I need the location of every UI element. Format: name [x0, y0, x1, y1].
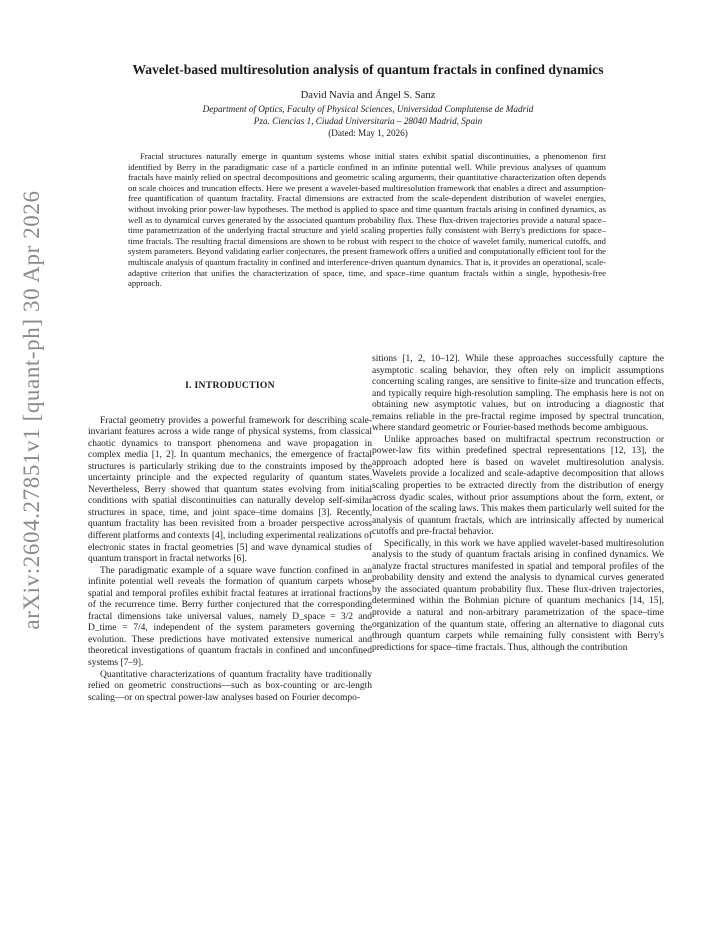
section-heading: I. INTRODUCTION: [185, 380, 275, 391]
paper-title: Wavelet-based multiresolution analysis of quantum fractals in confined dynamics: [132, 62, 604, 77]
paragraph-right-3: Specifically, in this work we have applied wavelet-based multiresolution analysis to the study of quantum fractals arising in confined dynamics. We analyze fractal structures manifested in spatial and temporal profiles of the probability density and extend the analysis to dynamical curves generated by the associated quantum probability flux. These flux-driven trajectories, determined within the Bohmian picture of quantum mechanics [14, 15], provide a natural and non-arbitrary parametrization of the space–time organization of the quantum state, offering an alternative to diagonal cuts through quantum carpets while remaining fully consistent with Berry's predictions for space–time fractals. Thus, although the contribution: [372, 538, 664, 653]
paragraph-left-1: Fractal geometry provides a powerful framework for describing scale-invariant features across a wide range of physical systems, from classical chaotic dynamics to transport phenomena and wave propagation in complex media [1, 2]. In quantum mechanics, the emergence of fractal structures is particularly striking due to the constraints imposed by the uncertainty principle and the expected regularity of quantum states. Nevertheless, Berry showed that quantum states evolving from initial conditions with spatial discontinuities can naturally develop self-similar structures in space, time, and joint space–time domains [3]. Recently, quantum fractality has been revisited from a broader perspective across different platforms and contexts [4], including experimental realizations of electronic states in fractal geometries [5] and wave dynamical studies of quantum transport in fractal networks [6].: [88, 415, 372, 565]
arxiv-identifier: arXiv:2604.27851v1 [quant-ph] 30 Apr 2026: [19, 190, 44, 630]
paragraph-right-2: Unlike approaches based on multifractal spectrum reconstruction or power-law fits within predefined spectral representations [12, 13], the approach adopted here is based on wavelet multiresolution analysis. Wavelets provide a localized and scale-adaptive decomposition that allows scaling properties to be extracted directly from the distribution of energy across dyadic scales, without prior assumptions about the form, extent, or location of the scaling laws. This makes them particularly well suited for the analysis of quantum fractals, which are intrinsically affected by numerical cutoffs and pre-fractal behavior.: [372, 434, 664, 538]
arxiv-sidebar: [12, 140, 52, 680]
paper-date: (Dated: May 1, 2026): [328, 128, 408, 138]
affiliation-line-2: Pza. Ciencias 1, Ciudad Universitaria – 28040 Madrid, Spain: [253, 115, 483, 126]
left-column: [88, 353, 372, 704]
paragraph-left-2: The paradigmatic example of a square wave function confined in an infinite potential well reveals the formation of quantum carpets whose spatial and temporal profiles exhibit fractal features at irrational fractions of the recurrence time. Berry further conjectured that the corresponding fractal dimensions take universal values, namely D_space = 3/2 and D_time = 7/4, independent of the system parameters governing the evolution. These predictions have motivated extensive numerical and theoretical investigations of quantum fractals in confined and unconfined systems [7–9].: [88, 565, 372, 669]
paper-authors: David Navia and Ángel S. Sanz: [300, 90, 436, 101]
right-column: [372, 354, 664, 654]
paragraph-left-3: Quantitative characterizations of quantum fractality have traditionally relied on geometric constructions—such as box-counting or arc-length scaling—or on spectral power-law analyses based on Fourier decompo-: [88, 669, 372, 703]
paragraph-right-1: sitions [1, 2, 10–12]. While these approaches successfully capture the asymptotic scaling behavior, they often rely on implicit assumptions concerning scaling ranges, are sensitive to finite-size and truncation effects, and typically require high-resolution sampling. The emphasis here is not on obtaining new asymptotic values, but on introducing a diagnostic that remains reliable in the pre-fractal regime imposed by spectral truncation, where standard geometric or Fourier-based methods become ambiguous.: [372, 354, 664, 434]
affiliation-line-1: Department of Optics, Faculty of Physical Sciences, Universidad Complutense de Madrid: [202, 104, 534, 114]
abstract: Fractal structures naturally emerge in quantum systems whose initial states exhibit spatial discontinuities, a phenomenon first identified by Berry in the paradigmatic case of a particle confined in an infinite potential well. While previous analyses of quantum fractals have mainly relied on spectral decompositions and geometric scaling arguments, their quantitative characterization often depends on scale choices and truncation effects. Here we present a wavelet-based multiresolution framework that enables a direct and assumption-free quantification of quantum fractality. Fractal dimensions are extracted from the scale-dependent distribution of wavelet energies, without invoking prior power-law hypotheses. The method is applied to space and time quantum fractals arising in confined dynamics, as well as to dynamical curves generated by the associated quantum probability flux. These flux-driven trajectories provide a natural space–time parametrization of the underlying fractal structure and yield scaling properties fully consistent with Berry's predictions for space–time fractals. The resulting fractal dimensions are shown to be robust with respect to the choice of wavelet family, numerical cutoffs, and system parameters. Beyond validating earlier conjectures, the present framework offers a unified and computationally efficient tool for the multiscale analysis of quantum fractality in confined and interference-driven quantum dynamics. That is, it provides an operational, scale-adaptive criterion that unifies the characterization of space, time, and space–time quantum fractals within a single, hypothesis-free approach.: [128, 151, 606, 289]
paper-affiliation: [72, 104, 664, 127]
